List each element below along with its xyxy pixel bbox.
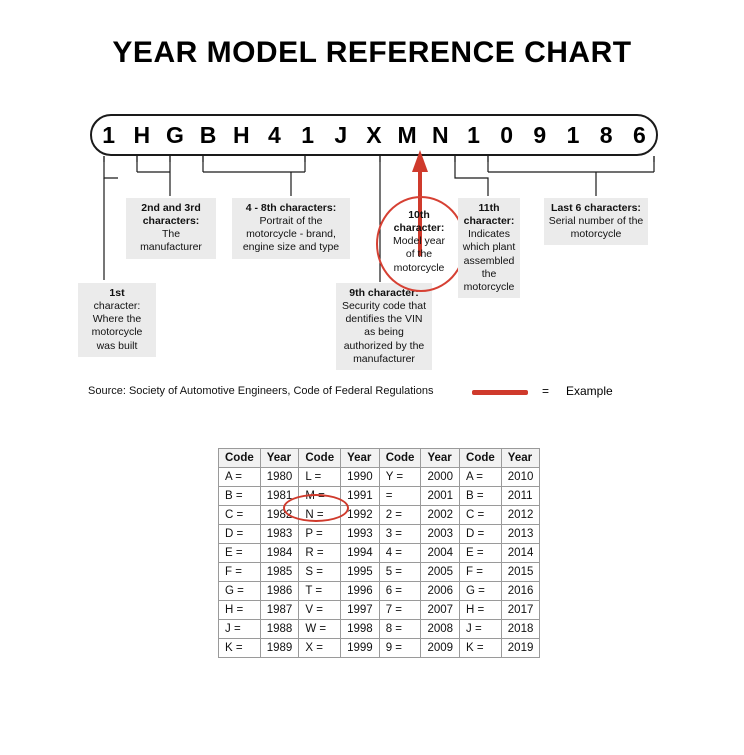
table-cell: 2017 <box>501 601 540 620</box>
vin-capsule-outline <box>90 114 658 156</box>
callout-1st-body: character: Where the motorcycle was built <box>91 300 143 352</box>
table-cell: 2011 <box>501 487 540 506</box>
callout-9th-character <box>336 283 432 370</box>
table-cell: 2018 <box>501 620 540 639</box>
vin-char: H <box>232 121 250 148</box>
callout-4th-8th-characters <box>232 198 350 259</box>
table-cell: 1987 <box>260 601 299 620</box>
vin-char: 1 <box>301 121 315 148</box>
table-cell: 1992 <box>341 506 380 525</box>
table-cell: N = <box>299 506 341 525</box>
table-cell-highlighted: 1991 <box>341 487 380 506</box>
vin-char: 8 <box>599 121 613 148</box>
year-code-table <box>218 448 540 658</box>
table-cell: 1981 <box>260 487 299 506</box>
highlight-circle-10th-character <box>376 196 466 292</box>
table-cell: J = <box>219 620 261 639</box>
table-header-cell: Code <box>460 449 502 468</box>
table-cell: 2001 <box>421 487 460 506</box>
table-cell: 1990 <box>341 468 380 487</box>
callout-1st-heading: 1st <box>109 287 125 299</box>
table-cell: 2008 <box>421 620 460 639</box>
table-cell: P = <box>299 525 341 544</box>
table-cell: E = <box>219 544 261 563</box>
table-cell: 2014 <box>501 544 540 563</box>
table-cell: Y = <box>379 468 421 487</box>
callout-4th-8th-body: Portrait of the motorcycle - brand, engine size and type <box>242 215 340 254</box>
vin-char: 1 <box>467 121 480 148</box>
table-cell: 1986 <box>260 582 299 601</box>
table-cell: 1994 <box>341 544 380 563</box>
table-cell: T = <box>299 582 341 601</box>
vin-char: 6 <box>632 121 646 148</box>
table-header-cell: Code <box>219 449 261 468</box>
table-cell-highlighted: M = <box>299 487 341 506</box>
callout-1st-character <box>78 283 156 357</box>
table-cell: 2016 <box>501 582 540 601</box>
table-cell: 2009 <box>421 639 460 658</box>
callout-last6-body: Serial number of the motorcycle <box>548 215 644 241</box>
vin-char: 9 <box>533 121 547 148</box>
table-row <box>219 487 540 506</box>
table-row <box>219 582 540 601</box>
table-cell: 9 = <box>379 639 421 658</box>
table-cell: G = <box>460 582 502 601</box>
table-cell: 1985 <box>260 563 299 582</box>
table-cell: K = <box>219 639 261 658</box>
callout-11th-body: Indicates which plant assembled the motorcycle <box>462 228 516 293</box>
table-cell: 1989 <box>260 639 299 658</box>
vin-char: 1 <box>102 121 115 148</box>
table-cell: 2006 <box>421 582 460 601</box>
table-cell: 2013 <box>501 525 540 544</box>
table-cell: 1998 <box>341 620 380 639</box>
table-header-cell: Code <box>299 449 341 468</box>
table-cell: D = <box>219 525 261 544</box>
callout-2nd-3rd-body: The manufacturer <box>140 228 202 254</box>
callout-2nd-3rd-characters <box>126 198 216 259</box>
table-cell: 2000 <box>421 468 460 487</box>
legend-label: Example <box>566 384 613 398</box>
callout-10th-heading: 10th character: <box>393 209 445 235</box>
vin-capsule <box>90 114 658 156</box>
table-cell: G = <box>219 582 261 601</box>
table-cell: 1999 <box>341 639 380 658</box>
vin-char: B <box>199 121 217 148</box>
table-cell: 1996 <box>341 582 380 601</box>
table-cell: 2002 <box>421 506 460 525</box>
table-cell: 2015 <box>501 563 540 582</box>
table-row <box>219 506 540 525</box>
table-cell: R = <box>299 544 341 563</box>
callout-last6-heading: Last 6 characters: <box>551 202 641 214</box>
table-cell: 2012 <box>501 506 540 525</box>
table-cell: A = <box>460 468 502 487</box>
table-cell: 2 = <box>379 506 421 525</box>
table-header-cell: Year <box>501 449 540 468</box>
table-cell: H = <box>219 601 261 620</box>
table-header-cell: Year <box>260 449 299 468</box>
callout-11th-character <box>458 198 520 298</box>
page-title: YEAR MODEL REFERENCE CHART <box>112 36 632 69</box>
table-cell: = <box>379 487 421 506</box>
table-cell: 2003 <box>421 525 460 544</box>
table-row <box>219 563 540 582</box>
callout-last-6-characters <box>544 198 648 245</box>
table-cell: 2005 <box>421 563 460 582</box>
vin-char: N <box>431 121 449 148</box>
table-row <box>219 544 540 563</box>
vin-char: 4 <box>268 121 281 148</box>
table-cell: A = <box>219 468 261 487</box>
table-row <box>219 525 540 544</box>
table-cell: J = <box>460 620 502 639</box>
table-cell: W = <box>299 620 341 639</box>
table-cell: B = <box>460 487 502 506</box>
table-cell: 5 = <box>379 563 421 582</box>
table-cell: 1982 <box>260 506 299 525</box>
legend-color-swatch <box>472 390 528 395</box>
table-header-cell: Year <box>421 449 460 468</box>
callout-10th-body: Model year of the motorcycle <box>393 235 445 274</box>
table-cell: L = <box>299 468 341 487</box>
table-cell: C = <box>460 506 502 525</box>
callout-9th-heading: 9th character: <box>349 287 419 299</box>
table-cell: F = <box>460 563 502 582</box>
callout-4th-8th-heading: 4 - 8th characters: <box>245 202 337 214</box>
vin-char-highlighted: M <box>397 121 417 148</box>
table-header-cell: Code <box>379 449 421 468</box>
table-cell: 1980 <box>260 468 299 487</box>
table-cell: 7 = <box>379 601 421 620</box>
table-cell: 4 = <box>379 544 421 563</box>
table-cell: E = <box>460 544 502 563</box>
table-row <box>219 468 540 487</box>
table-cell: B = <box>219 487 261 506</box>
vin-char: 1 <box>566 121 580 148</box>
table-cell: 1983 <box>260 525 299 544</box>
table-cell: 1997 <box>341 601 380 620</box>
vin-char: J <box>334 121 348 148</box>
vin-char: 0 <box>500 121 514 148</box>
year-code-table-wrapper <box>218 448 540 658</box>
table-cell: 2019 <box>501 639 540 658</box>
table-row <box>219 639 540 658</box>
table-cell: 1995 <box>341 563 380 582</box>
vin-char: G <box>165 121 184 148</box>
table-cell: F = <box>219 563 261 582</box>
table-cell: S = <box>299 563 341 582</box>
table-cell: K = <box>460 639 502 658</box>
table-cell: 1988 <box>260 620 299 639</box>
table-header-cell: Year <box>341 449 380 468</box>
table-cell: 2010 <box>501 468 540 487</box>
table-cell: D = <box>460 525 502 544</box>
table-row <box>219 620 540 639</box>
table-cell: H = <box>460 601 502 620</box>
table-cell: 8 = <box>379 620 421 639</box>
callout-2nd-3rd-heading: 2nd and 3rd characters: <box>141 202 201 228</box>
table-cell: 6 = <box>379 582 421 601</box>
table-cell: 1984 <box>260 544 299 563</box>
vin-char: H <box>133 121 151 148</box>
table-cell: 2007 <box>421 601 460 620</box>
table-header-row <box>219 449 540 468</box>
table-cell: 1993 <box>341 525 380 544</box>
table-cell: C = <box>219 506 261 525</box>
table-cell: X = <box>299 639 341 658</box>
callout-9th-body: Security code that dentifies the VIN as being authorized by the manufacturer <box>341 300 427 365</box>
source-note: Source: Society of Automotive Engineers, Code of Federal Regulations <box>88 385 434 397</box>
table-cell: 3 = <box>379 525 421 544</box>
legend-equals-sign: = <box>542 384 550 398</box>
vin-char: X <box>366 121 382 148</box>
callout-11th-heading: 11th character: <box>463 202 515 228</box>
table-cell: 2004 <box>421 544 460 563</box>
table-cell: V = <box>299 601 341 620</box>
table-row <box>219 601 540 620</box>
